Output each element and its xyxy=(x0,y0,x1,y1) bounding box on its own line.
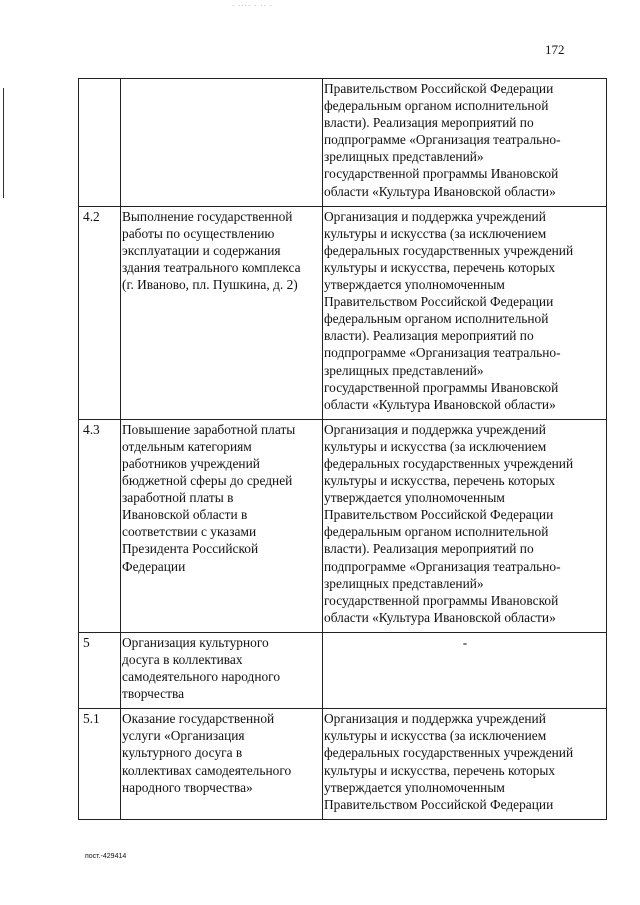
row-description: Правительством Российской Федерации федеральным органом исполнительной власти). Реализация мероприятий по подпрограмме «Организация театрально- зрелищных представлений» государственной программы Ивановской области «Культура Ивановской области» xyxy=(323,79,607,207)
header-mark: · ···· · ·· · xyxy=(232,2,273,10)
row-number: 5 xyxy=(79,632,121,708)
row-description: Организация и поддержка учреждений культуры и искусства (за исключением федеральных государственных учреждений культуры и искусства, перечень которых утверждается уполномоченным Правительством Российской Федерации федеральным органом исполнительной власти). Реализация мероприятий по подпрограмме «Организация театрально- зрелищных представлений» государственной программы Ивановской области «Культура Ивановской области» xyxy=(323,206,607,419)
document-table xyxy=(78,78,607,820)
table-row xyxy=(79,206,607,419)
row-name: Повышение заработной платы отдельным категориям работников учреждений бюджетной сферы до средней заработной платы в Ивановской области в соответствии с указами Президента Российской Федерации xyxy=(121,419,323,632)
row-number: 4.2 xyxy=(79,206,121,419)
row-name xyxy=(121,79,323,207)
table-row xyxy=(79,419,607,632)
table-row xyxy=(79,79,607,207)
row-description: - xyxy=(323,632,607,708)
footer-code: пост.-429414 xyxy=(85,853,127,860)
page-number: 172 xyxy=(545,42,565,57)
row-number: 4.3 xyxy=(79,419,121,632)
row-number: 5.1 xyxy=(79,709,121,820)
row-description: Организация и поддержка учреждений культуры и искусства (за исключением федеральных государственных учреждений культуры и искусства, перечень которых утверждается уполномоченным Правительством Российской Федерации xyxy=(323,709,607,820)
table-row xyxy=(79,709,607,820)
row-number xyxy=(79,79,121,207)
table-row xyxy=(79,632,607,708)
row-name: Выполнение государственной работы по осуществлению эксплуатации и содержания здания театрального комплекса (г. Иваново, пл. Пушкина, д. 2) xyxy=(121,206,323,419)
row-description: Организация и поддержка учреждений культуры и искусства (за исключением федеральных государственных учреждений культуры и искусства, перечень которых утверждается уполномоченным Правительством Российской Федерации федеральным органом исполнительной власти). Реализация мероприятий по подпрограмме «Организация театрально- зрелищных представлений» государственной программы Ивановской области «Культура Ивановской области» xyxy=(323,419,607,632)
row-name: Оказание государственной услуги «Организация культурного досуга в коллективах самодеятельного народного творчества» xyxy=(121,709,323,820)
margin-line xyxy=(3,88,4,198)
row-name: Организация культурного досуга в коллективах самодеятельного народного творчества xyxy=(121,632,323,708)
